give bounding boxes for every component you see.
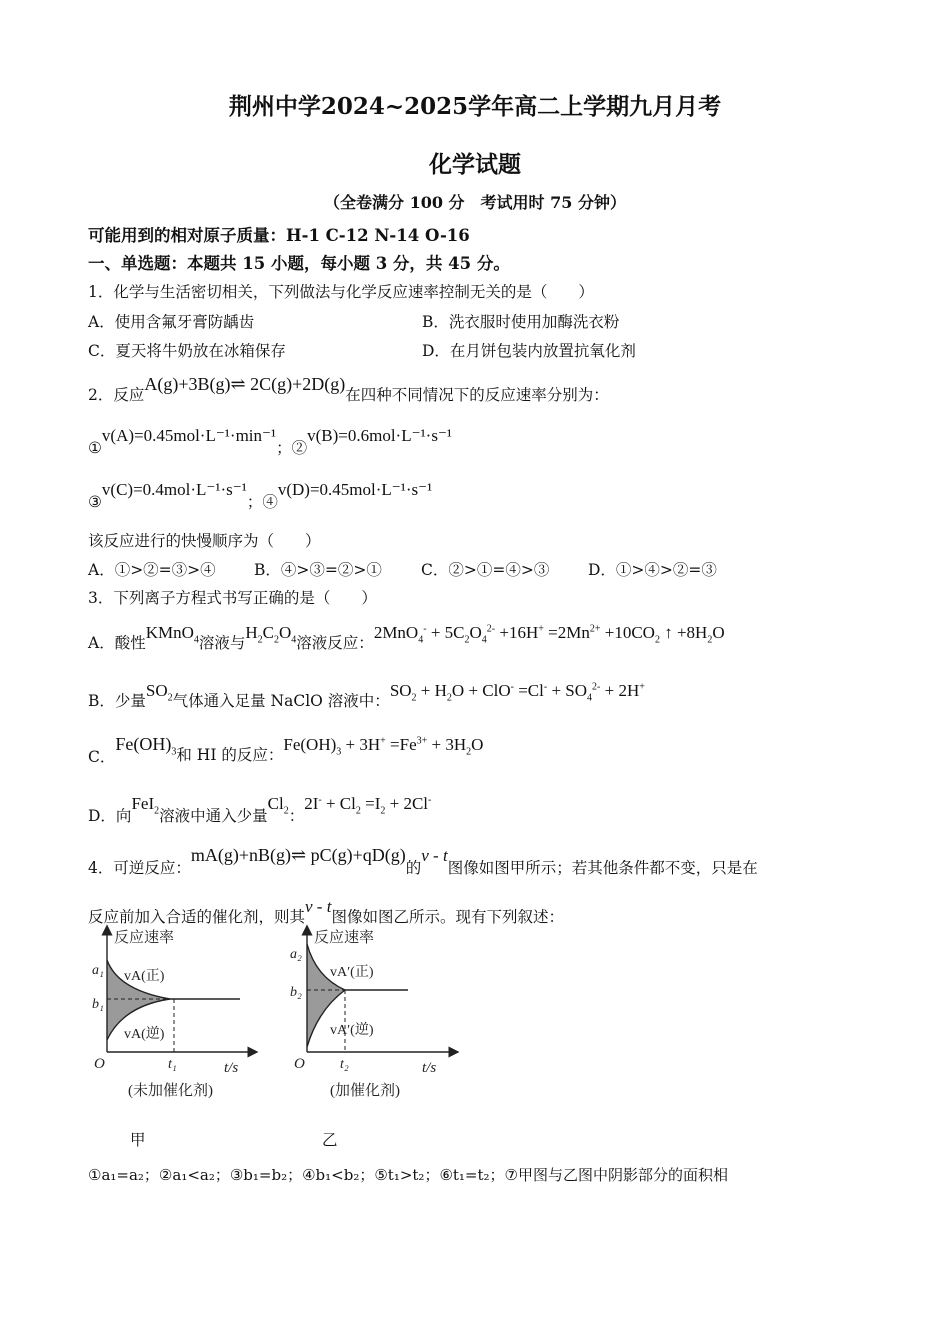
q2-rate-3: v(C)=0.4mol·L⁻¹·s⁻¹	[101, 480, 247, 499]
q4-reaction: mA(g)+nB(g)⇌ pC(g)+qD(g)	[190, 845, 406, 865]
figure-caption: (未加催化剂)	[128, 1083, 213, 1099]
q3-equation-d: $2I^- + Cl_2 =I_2 + 2Cl^-$	[304, 793, 432, 817]
origin-label: O	[294, 1056, 305, 1072]
formula-kmno4: KMnO$_4$	[145, 622, 199, 646]
q3-option-d: D．向FeI$_2$溶液中通入少量$Cl_2$：$2I^- + Cl_2 =I_2 + 2Cl^-$	[88, 793, 432, 825]
q2-option-b: B．④>③=②>①	[254, 561, 382, 579]
q4-statements: ①a₁=a₂；②a₁<a₂；③b₁=b₂；④b₁<b₂；⑤t₁>t₂；⑥t₁=t₂；⑦甲图与乙图中阴影部分的面积相	[88, 1166, 728, 1184]
q3-option-a: A．酸性KMnO$_4$溶液与$H_2C_2O_4$溶液反应：$2MnO_4^- + 5C_2O_4^{2-} +16H^+ =2Mn^{2+} +10CO_2$ ↑ $+8H_2O$	[88, 622, 725, 652]
q2-reaction: A(g)+3B(g)⇌ 2C(g)+2D(g)	[144, 374, 346, 394]
y-axis-label: 反应速率	[114, 930, 175, 946]
q3-equation-a: $2MnO_4^- + 5C_2O_4^{2-} +16H^+ =2Mn^{2+} +10CO_2$ ↑ $+8H_2O$	[373, 622, 725, 646]
figure-name-jia: 甲	[130, 1131, 146, 1149]
t2-label: t₂	[340, 1057, 349, 1072]
q2-rate-1: v(A)=0.45mol·L⁻¹·min⁻¹	[101, 426, 277, 445]
figure-name-yi: 乙	[322, 1131, 338, 1149]
forward-label: vA′(正)	[330, 965, 374, 980]
q1-stem: 1．化学与生活密切相关，下列做法与化学反应速率控制无关的是（ ）	[88, 283, 594, 301]
formula-feoh3: $Fe(OH)_3$	[115, 733, 177, 758]
origin-label: O	[94, 1056, 105, 1072]
q2-options	[88, 560, 717, 580]
formula-cl2: $Cl_2$	[267, 793, 289, 817]
q3-equation-c: $Fe(OH)_3 + 3H^+ =Fe^{3+} + 3H_2O$	[283, 734, 484, 758]
x-axis-label: t/s	[224, 1060, 239, 1076]
figure-jia	[88, 922, 268, 1112]
q4-stem-1: 4．可逆反应：mA(g)+nB(g)⇌ pC(g)+qD(g)的v - t图像如图甲所示；若其他条件都不变，只是在	[88, 845, 758, 877]
formula-fei2: FeI$_2$	[131, 793, 160, 817]
q2-rate-4: v(D)=0.45mol·L⁻¹·s⁻¹	[277, 480, 433, 499]
atomic-mass-line: 可能用到的相对原子质量：H-1 C-12 N-14 O-16	[88, 226, 470, 245]
forward-label: vA(正)	[124, 969, 165, 984]
reverse-label: vA(逆)	[124, 1027, 165, 1042]
q2-stem: 2．反应A(g)+3B(g)⇌ 2C(g)+2D(g)在四种不同情况下的反应速率分别为：	[88, 374, 609, 404]
q3-equation-b: $SO_2 + H_2O + ClO^- =Cl^- + SO_4^{2-} + 2H^+$	[389, 680, 645, 704]
exam-title: 荆州中学2024~2025学年高二上学期九月月考	[228, 93, 722, 120]
q2-rates-1: ①v(A)=0.45mol·L⁻¹·min⁻¹；②v(B)=0.6mol·L⁻¹·s⁻¹	[88, 426, 453, 457]
a1-label: a₁	[92, 963, 104, 978]
q2-option-d: D．①>④>②=③	[588, 561, 717, 579]
q2-ask: 该反应进行的快慢顺序为（ ）	[88, 532, 321, 550]
t1-label: t₁	[168, 1057, 177, 1072]
q2-option-a: A．①>②=③>④	[88, 561, 216, 579]
q1-option-d: D．在月饼包装内放置抗氧化剂	[422, 342, 636, 360]
b2-label: b₂	[290, 985, 302, 1000]
q3-option-b: B．少量$SO_2$气体通入足量 NaClO 溶液中：$SO_2 + H_2O + ClO^- =Cl^- + SO_4^{2-} + 2H^+$	[88, 680, 645, 710]
q4-stem-2: 反应前加入合适的催化剂，则其v - t图像如图乙所示。现有下列叙述：	[88, 897, 564, 926]
q1-option-b: B．洗衣服时使用加酶洗衣粉	[422, 313, 620, 331]
q2-rate-2: v(B)=0.6mol·L⁻¹·s⁻¹	[307, 426, 453, 445]
q2-rates-2: ③v(C)=0.4mol·L⁻¹·s⁻¹；④v(D)=0.45mol·L⁻¹·s⁻¹	[88, 480, 433, 511]
x-axis-label: t/s	[422, 1060, 437, 1076]
formula-h2c2o4: $H_2C_2O_4$	[245, 622, 297, 646]
q3-option-c: C．$Fe(OH)_3$和 HI 的反应：$Fe(OH)_3 + 3H^+ =Fe^{3+} + 3H_2O$	[88, 733, 484, 766]
a2-label: a₂	[290, 947, 302, 962]
q1-option-c: C．夏天将牛奶放在冰箱保存	[88, 342, 286, 360]
exam-meta: （全卷满分 100 分 考试用时 75 分钟）	[324, 193, 626, 212]
q2-option-c: C．②>①=④>③	[421, 561, 550, 579]
figure-caption: (加催化剂)	[330, 1083, 400, 1099]
subject-title: 化学试题	[429, 151, 521, 178]
figure-yi	[288, 922, 468, 1112]
b1-label: b₁	[92, 997, 104, 1012]
q3-stem: 3．下列离子方程式书写正确的是（ ）	[88, 589, 377, 607]
q1-option-a: A．使用含氟牙膏防龋齿	[88, 313, 255, 331]
reverse-label: vA′(逆)	[330, 1023, 374, 1038]
y-axis-label: 反应速率	[314, 930, 375, 946]
section-heading: 一、单选题：本题共 15 小题，每小题 3 分，共 45 分。	[88, 254, 510, 273]
formula-so2: $SO_2$	[145, 680, 173, 704]
